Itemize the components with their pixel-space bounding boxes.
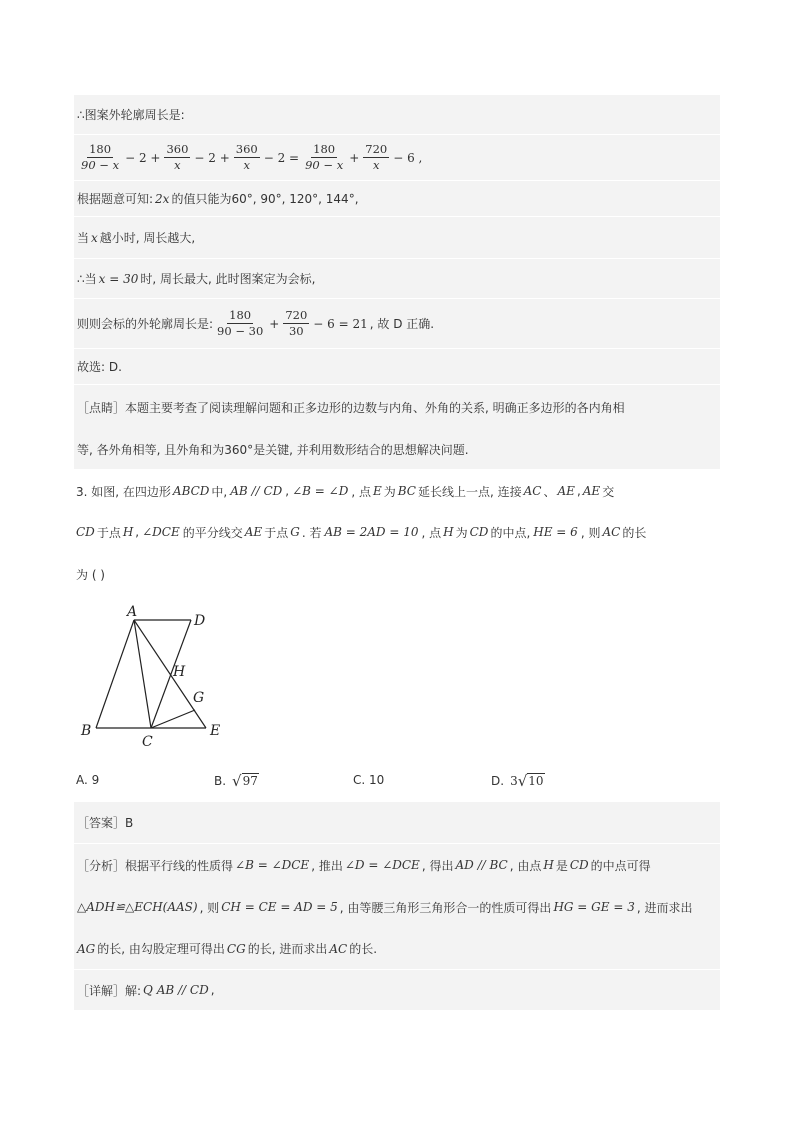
question-3-line-2 [76, 522, 646, 542]
label-B: B [81, 723, 92, 739]
label-C: C [142, 734, 153, 750]
text-span: AC [329, 941, 348, 956]
text: 根据题意可知: [77, 192, 154, 206]
math-op: − 2 = [263, 150, 300, 165]
fraction [164, 142, 190, 173]
text: , 故 D 正确. [369, 317, 435, 331]
answer-line-2 [74, 844, 720, 886]
text-span: 的长 [622, 525, 647, 540]
sqrt-expression: √ 97 [232, 772, 258, 790]
text-span: , [135, 525, 140, 539]
text-span: 10 [528, 774, 544, 788]
text-span: AB // CD [230, 484, 283, 498]
text-span: CD [469, 525, 489, 539]
text-span: 90 − 30 [217, 324, 264, 338]
choice-c[interactable] [353, 773, 384, 787]
text-span: 的中点可得 [590, 858, 651, 873]
math-op: + [349, 150, 360, 165]
text-span: AG [77, 941, 96, 956]
solution-text: ∴图案外轮廓周长是: [77, 108, 185, 122]
math: x = 30 [98, 271, 139, 286]
text-span: 是 [555, 858, 568, 873]
text-span: 180 [229, 308, 252, 322]
geometry-figure [76, 600, 236, 750]
text-span: 的中点, [490, 525, 531, 540]
segment-AC [134, 620, 151, 728]
math-op: − 6 , [393, 150, 423, 165]
math-op: − 6 = 21 [313, 316, 368, 331]
answer-line-1 [74, 802, 720, 844]
solution-line-1 [74, 95, 720, 135]
label-G: G [193, 690, 205, 706]
fraction [234, 142, 260, 173]
text-span: 于点 [264, 525, 289, 540]
question-3-line-3 [76, 564, 105, 584]
text-span: CD [569, 858, 589, 872]
text-span: AE [244, 525, 263, 539]
choice-d[interactable] [491, 773, 545, 788]
text-span: , [210, 983, 215, 997]
label-E: E [210, 723, 221, 739]
answer-line-4 [74, 928, 720, 970]
text-span: , [285, 484, 290, 498]
comment-line-1 [74, 385, 720, 429]
text-span: 交 [602, 484, 615, 499]
text-span: H [443, 525, 454, 539]
solution-line-7 [74, 349, 720, 385]
fraction [283, 308, 309, 339]
text-span: CD [76, 525, 95, 539]
text-span: 于点 [96, 525, 121, 540]
text-span: 180 [313, 142, 336, 156]
text: 时, 周长最大, 此时图案定为会标, [140, 272, 316, 286]
text: 故选: D. [77, 360, 122, 374]
text-span: , 得出 [421, 858, 454, 873]
solution-line-4 [74, 217, 720, 259]
text-span: , [576, 484, 581, 498]
text-span: C. 10 [353, 773, 385, 787]
text-span: 360 [166, 142, 189, 156]
text-span: 90 − x [81, 158, 120, 172]
text-span: , 点 [421, 525, 442, 540]
label-D: D [194, 613, 206, 629]
text-span: HE = 6 [533, 525, 578, 539]
sqrt-expression: √ 10 [517, 772, 544, 790]
text-span: HG = GE = 3 [553, 900, 635, 914]
text-span: ∠DCE [142, 525, 180, 539]
text: 越小时, 周长越大, [99, 231, 196, 245]
text-span: 为 ( ) [76, 567, 105, 582]
choice-a[interactable] [76, 773, 99, 787]
label-H: H [173, 664, 186, 680]
text-span: AD // BC [455, 858, 508, 872]
text-span: 延长线上一点, 连接 [417, 484, 522, 499]
text-span: E [372, 484, 382, 498]
text-span: , 则 [199, 900, 220, 915]
text-span: x [174, 158, 181, 172]
text: 的值只能为60°, 90°, 120°, 144°, [171, 192, 359, 206]
solution-line-2 [74, 135, 720, 181]
text: ∴当 [77, 272, 97, 286]
math: 2x [155, 191, 170, 206]
text-span: △ADH≌△ECH(AAS) [77, 900, 198, 914]
segment-AE [134, 620, 206, 728]
text-span: 30 [288, 324, 304, 338]
text: ［点睛］本题主要考查了阅读理解问题和正多边形的边数与内角、外角的关系, 明确正多边形的各内角相 [77, 400, 625, 415]
text-span: x [243, 158, 250, 172]
answer-line-3 [74, 886, 720, 928]
text-span: 的长, 由勾股定理可得出 [97, 942, 225, 956]
text-span: BC [397, 484, 416, 498]
text-span: D. [491, 773, 505, 788]
text-span: ［答案］B [77, 816, 134, 830]
text-span: 180 [89, 142, 112, 156]
text-span: ∠B = ∠D [292, 484, 349, 498]
text-span: 的平分线交 [182, 525, 243, 540]
text-span: AC [602, 525, 621, 539]
fraction [215, 308, 265, 339]
text-span: . 若 [301, 525, 322, 540]
text-span: 、 [543, 484, 556, 499]
text-span: CG [226, 941, 246, 956]
text-span: 90 − x [305, 158, 344, 172]
text-span: 为 [455, 525, 468, 540]
text-span: B. [214, 773, 227, 788]
solution-line-3 [74, 181, 720, 217]
text-span: , 推出 [311, 858, 343, 873]
text-span: AE [557, 484, 575, 498]
text-span: Q AB // CD [143, 983, 209, 997]
text-span: 360 [235, 142, 258, 156]
text-span: 720 [285, 308, 308, 322]
text-span: 720 [365, 142, 388, 156]
text-span: CH = CE = AD = 5 [221, 900, 338, 914]
label-A: A [127, 604, 138, 620]
math: x [91, 230, 98, 245]
text-span: ∠D = ∠DCE [344, 858, 420, 872]
text-span: A. 9 [76, 773, 100, 787]
text-span: , 由等腰三角形三角形合一的性质可得出 [339, 900, 552, 915]
text-span: 3 [510, 773, 518, 788]
text: 等, 各外角相等, 且外角和为360°是关键, 并利用数形结合的思想解决问题. [77, 442, 469, 457]
text-span: , 进而求出 [636, 900, 693, 915]
question-3-line-1 [76, 481, 614, 501]
math-op: + [269, 316, 280, 331]
text-span: H [543, 858, 554, 872]
text-span: ［详解］解: [77, 983, 142, 998]
text-span: AE [582, 484, 601, 498]
text-span: AB = 2AD = 10 [324, 525, 419, 539]
math-op: − 2 + [194, 150, 230, 165]
solution-block [74, 95, 720, 469]
text-span: 中, [211, 484, 228, 499]
text-span: 97 [242, 774, 258, 788]
text-span: 的长, 进而求出 [247, 942, 328, 956]
text-span: ABCD [172, 484, 210, 498]
solution-line-6 [74, 299, 720, 349]
comment-line-2 [74, 429, 720, 469]
answer-line-5 [74, 970, 720, 1010]
text-span: , 则 [580, 525, 601, 540]
solution-line-5 [74, 259, 720, 299]
text-span: G [290, 525, 300, 539]
text-span: 的长. [349, 942, 378, 956]
answer-block [74, 802, 720, 1010]
math-op: − 2 + [125, 150, 161, 165]
text-span: ［分析］根据平行线的性质得 [77, 858, 234, 873]
segment-CG [151, 710, 195, 728]
text-span: 3. 如图, 在四边形 [76, 484, 171, 499]
segment-AB [96, 620, 134, 728]
text-span: ∠B = ∠DCE [235, 858, 310, 872]
fraction [303, 142, 345, 173]
text: 则则会标的外轮廓周长是: [77, 317, 214, 331]
text-span: x [372, 158, 380, 172]
fraction [363, 142, 389, 173]
fraction [79, 142, 121, 173]
choice-b[interactable] [214, 773, 259, 788]
text: 当 [77, 231, 90, 245]
text-span: H [122, 525, 134, 539]
text-span: 为 [383, 484, 396, 499]
text-span: AC [523, 484, 542, 498]
text-span: , 点 [351, 484, 371, 499]
text-span: , 由点 [509, 858, 542, 873]
